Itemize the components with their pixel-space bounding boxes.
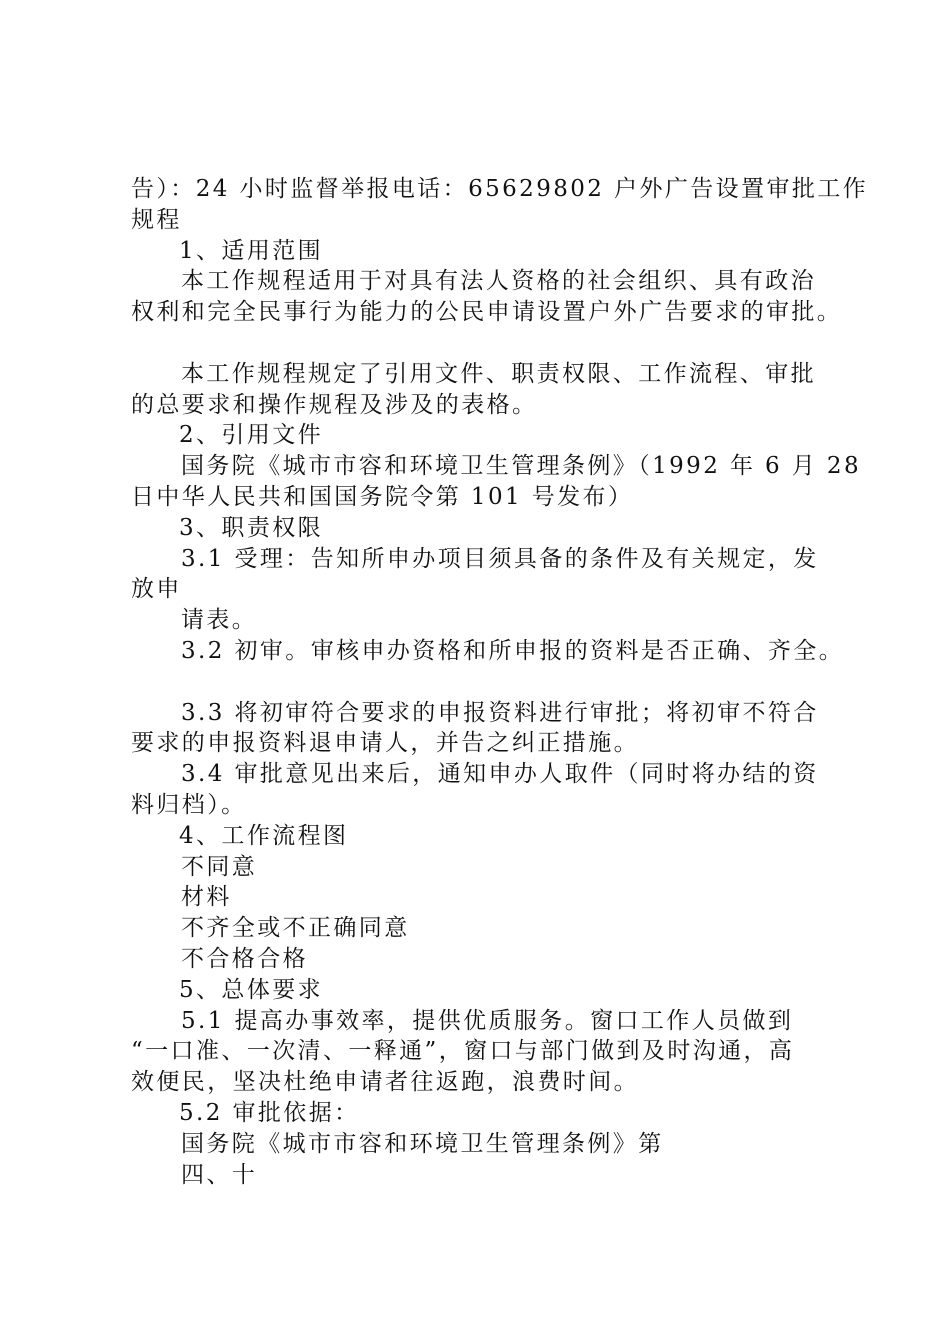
text-line: 四、十: [181, 1161, 258, 1188]
section-heading: 1、适用范围: [179, 237, 324, 264]
text-line: 5.2 审批依据：: [179, 1099, 360, 1126]
text-line: 日中华人民共和国国务院令第 101 号发布）: [131, 483, 634, 510]
text-line: 3.4 审批意见出来后，通知申办人取件（同时将办结的资: [181, 761, 819, 788]
blank-line: [131, 667, 851, 698]
text-line: 国务院《城市市容和环境卫生管理条例》（1992 年 6 月 28: [181, 453, 861, 480]
flowchart-label: 不同意: [181, 853, 258, 880]
text-line: 5.1 提高办事效率，提供优质服务。窗口工作人员做到: [181, 1007, 794, 1034]
flowchart-label: 不合格合格: [181, 945, 308, 972]
text-line: 告）：24 小时监督举报电话：65629802 户外广告设置审批工作: [131, 176, 869, 202]
text-line: 的总要求和操作规程及涉及的表格。: [131, 391, 538, 418]
text-line: 规程: [131, 206, 182, 233]
text-line: 本工作规程规定了引用文件、职责权限、工作流程、审批: [181, 360, 816, 387]
text-line: 放申: [131, 576, 182, 603]
flowchart-label: 不齐全或不正确同意: [181, 915, 410, 942]
text-line: 效便民，坚决杜绝申请者往返跑，浪费时间。: [131, 1069, 639, 1096]
blank-line: [131, 328, 851, 359]
text-line: 请表。: [181, 607, 258, 634]
flowchart-label: 材料: [181, 884, 232, 911]
text-line: “一口准、一次清、一释通”，窗口与部门做到及时沟通，高: [131, 1038, 795, 1065]
text-line: 3.3 将初审符合要求的申报资料进行审批；将初审不符合: [181, 699, 819, 726]
text-line: 权利和完全民事行为能力的公民申请设置户外广告要求的审批。: [131, 299, 843, 326]
text-line: 料归档）。: [131, 791, 247, 818]
text-line: 要求的申报资料退申请人，并告之纠正措施。: [131, 730, 639, 757]
section-heading: 5、总体要求: [179, 976, 324, 1003]
text-line: 3.1 受理：告知所申办项目须具备的条件及有关规定，发: [181, 545, 819, 572]
text-line: 本工作规程适用于对具有法人资格的社会组织、具有政治: [181, 268, 816, 295]
section-heading: 4、工作流程图: [179, 822, 349, 849]
section-heading: 2、引用文件: [179, 422, 324, 449]
text-line: 3.2 初审。审核申办资格和所申报的资料是否正确、齐全。: [181, 637, 845, 664]
section-heading: 3、职责权限: [179, 514, 324, 541]
text-line: 国务院《城市市容和环境卫生管理条例》第: [181, 1130, 664, 1157]
document-body: [131, 174, 869, 1190]
